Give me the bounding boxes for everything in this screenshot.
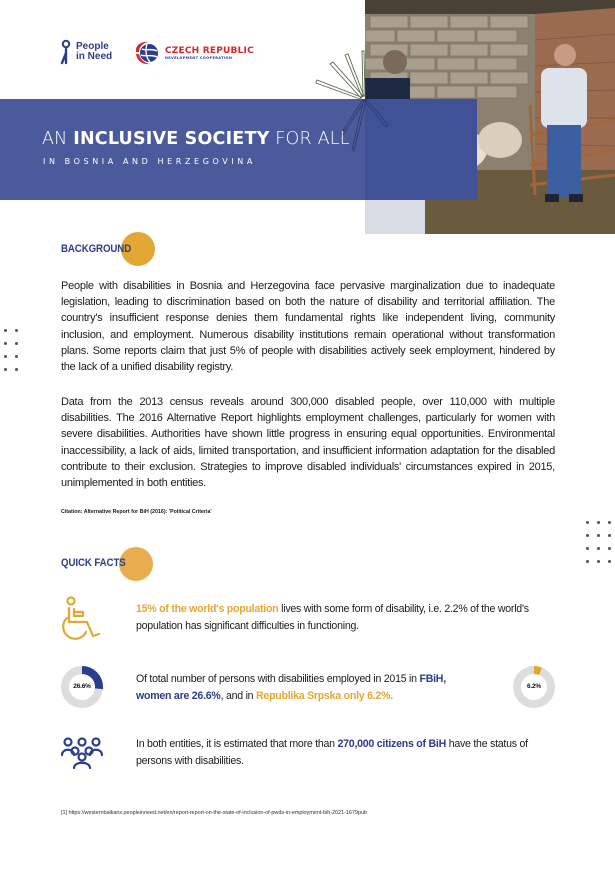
- wheelchair-icon: [61, 596, 103, 642]
- fact-world-population: 15% of the world's population lives with some form of disability, i.e. 2.2% of the world's population has significant difficulties in functioning.: [136, 603, 529, 632]
- fact-employment-women: Of total number of persons with disabilities employed in 2015 in FBiH, women are 26.6%, and in Republika Srpska only 6.2%.: [136, 673, 446, 702]
- fact-citizens-bih: In both entities, it is estimated that more than 270,000 citizens of BiH have the status of persons with disabilities.: [136, 738, 528, 767]
- czech-logo-subtitle: DEVELOPMENT COOPERATION: [165, 55, 233, 60]
- people-in-need-logo: [60, 38, 116, 66]
- people-group-icon: [61, 737, 103, 769]
- globe-icon: [133, 40, 161, 66]
- background-paragraph-1: People with disabilities in Bosnia and Herzegovina face pervasive marginalization due to inadequate legislation, leading to discrimination based on both the nature of disability and territorial affiliation. The country's insufficient response denies them fundamental rights like independent living, community inclusion, and employment. Numerous disability institutions remain operational without transformation plans. Some reports claim that just 5% of people with disabilities actively seek employment, hindered by the lack of a unified disability registry.: [61, 280, 555, 374]
- czech-republic-logo: [133, 40, 254, 66]
- page-title: AN INCLUSIVE SOCIETY FOR ALL: [42, 129, 350, 149]
- citation: Citation: Alternative Report for BiH (2016): 'Political Criteria': [61, 509, 212, 515]
- pin-text: People in Need: [76, 41, 113, 62]
- pin-person-icon: [60, 39, 72, 65]
- czech-logo-title: CZECH REPUBLIC: [165, 45, 254, 56]
- quick-facts-heading: QUICK FACTS: [61, 557, 126, 569]
- donut-label-right: 6.2%: [526, 683, 541, 690]
- background-heading: BACKGROUND: [61, 243, 132, 255]
- background-paragraph-2: Data from the 2013 census reveals around 300,000 disabled people, over 110,000 with multiple disabilities. The 2016 Alternative Report highlights employment challenges, particularly for women with severe disabilities. Authorities have shown little progress in ensuring equal opportunities. Environmental inaccessibility, a lack of aids, limited transportation, and insufficient information adaptation for the disabled contribute to their exclusion. Strategies to improve disabled individuals' circumstances expired in 2015, unimplemented in both entities.: [61, 396, 555, 490]
- footnote-link[interactable]: [1] https://westernbalkans.peopleinneed.net/en/report-report-on-the-state-of-inclusion-of-pwds-in-employment-bih-2021-1679pub: [61, 810, 367, 816]
- page-subtitle: IN BOSNIA AND HERZEGOVINA: [43, 157, 256, 166]
- donut-label-left: 26.6%: [73, 683, 91, 690]
